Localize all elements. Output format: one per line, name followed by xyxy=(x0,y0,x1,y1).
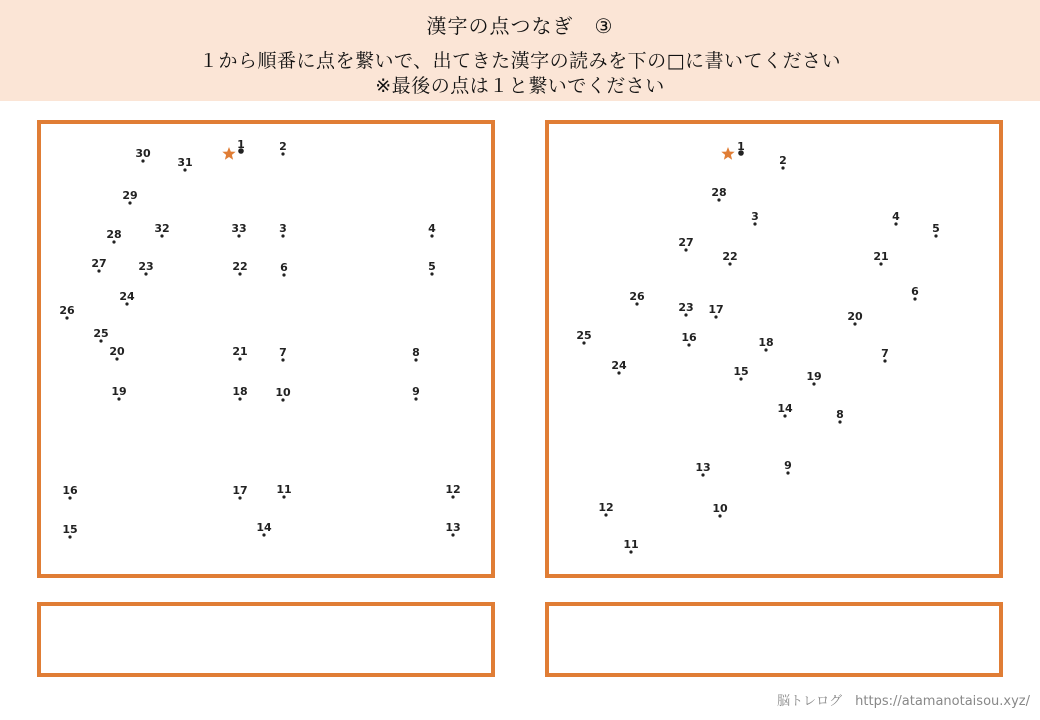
dot-number-label: 8 xyxy=(836,408,844,421)
dot-number-label: 1 xyxy=(737,140,745,153)
puzzle-dot-right-15 xyxy=(733,365,748,381)
puzzle-dot-right-18 xyxy=(758,336,773,352)
puzzle-dot-right-21 xyxy=(873,250,888,266)
dot-number-label: 18 xyxy=(758,336,774,349)
dot-number-label: 1 xyxy=(237,138,245,151)
dot-number-label: 19 xyxy=(806,370,822,383)
puzzle-dot-right-16 xyxy=(681,331,697,347)
puzzle-dot-right-19 xyxy=(806,370,821,386)
dot-number-label: 22 xyxy=(722,250,738,263)
dot-number-label: 27 xyxy=(91,257,107,270)
puzzle-dot-left-29 xyxy=(122,189,137,205)
puzzle-dot-left-18 xyxy=(232,385,247,401)
puzzle-dot-left-13 xyxy=(445,521,460,537)
dot-number-label: 33 xyxy=(231,222,247,235)
puzzle-dot-left-31 xyxy=(177,156,192,172)
dot-number-label: 28 xyxy=(106,228,122,241)
puzzle-dot-left-4 xyxy=(428,222,436,238)
dot-number-label: 13 xyxy=(445,521,461,534)
puzzle-dot-right-2 xyxy=(779,154,787,170)
dot-number-label: 28 xyxy=(711,186,727,199)
puzzle-dot-right-26 xyxy=(629,290,645,306)
dot-puzzle-right xyxy=(549,124,999,574)
puzzle-dot-right-5 xyxy=(932,222,940,238)
dot-number-label: 26 xyxy=(629,290,645,303)
puzzle-dot-left-26 xyxy=(59,304,75,320)
dot-number-label: 14 xyxy=(777,402,793,415)
dot-number-label: 4 xyxy=(892,210,900,223)
dot-number-label: 2 xyxy=(779,154,787,167)
puzzle-panel-left xyxy=(37,120,495,578)
dot-number-label: 20 xyxy=(847,310,863,323)
puzzle-dot-left-32 xyxy=(154,222,169,238)
puzzle-dot-left-25 xyxy=(93,327,108,343)
answer-box-right[interactable] xyxy=(545,602,1003,677)
dot-number-label: 32 xyxy=(154,222,170,235)
puzzle-dot-right-28 xyxy=(711,186,726,202)
puzzle-dot-right-13 xyxy=(695,461,710,477)
puzzle-dot-left-10 xyxy=(275,386,291,402)
dot-number-label: 9 xyxy=(784,459,792,472)
dot-number-label: 21 xyxy=(873,250,889,263)
puzzle-dot-right-24 xyxy=(611,359,627,375)
dot-puzzle-left xyxy=(41,124,491,574)
puzzle-dot-left-9 xyxy=(412,385,420,401)
puzzle-dot-right-8 xyxy=(836,408,844,424)
puzzle-dot-right-23 xyxy=(678,301,693,317)
puzzle-dot-left-27 xyxy=(91,257,106,273)
footer-credit: 脳トレログ https://atamanotaisou.xyz/ xyxy=(777,694,1030,709)
puzzle-dot-left-5 xyxy=(428,260,436,276)
dot-number-label: 9 xyxy=(412,385,420,398)
dot-number-label: 26 xyxy=(59,304,75,317)
dot-number-label: 5 xyxy=(932,222,940,235)
dot-number-label: 31 xyxy=(177,156,193,169)
dot-number-label: 7 xyxy=(881,347,889,360)
dot-number-label: 22 xyxy=(232,260,248,273)
puzzle-dot-right-17 xyxy=(708,303,723,319)
puzzle-dot-left-33 xyxy=(231,222,246,238)
dot-number-label: 19 xyxy=(111,385,127,398)
dot-number-label: 5 xyxy=(428,260,436,273)
puzzle-dot-left-3 xyxy=(279,222,287,238)
dot-number-label: 17 xyxy=(232,484,248,497)
puzzle-dot-right-27 xyxy=(678,236,693,252)
dot-number-label: 13 xyxy=(695,461,711,474)
puzzle-dot-left-17 xyxy=(232,484,247,500)
dot-number-label: 14 xyxy=(256,521,272,534)
dot-number-label: 27 xyxy=(678,236,694,249)
dot-number-label: 23 xyxy=(138,260,154,273)
puzzle-dot-left-11 xyxy=(276,483,291,499)
dot-number-label: 12 xyxy=(445,483,461,496)
dot-number-label: 18 xyxy=(232,385,248,398)
dot-number-label: 15 xyxy=(62,523,78,536)
dot-number-label: 10 xyxy=(275,386,291,399)
puzzle-dot-left-23 xyxy=(138,260,153,276)
instruction-line-2: ※最後の点は１と繋いでください xyxy=(375,75,665,97)
puzzle-dot-left-22 xyxy=(232,260,247,276)
puzzle-dot-right-25 xyxy=(576,329,591,345)
dot-number-label: 17 xyxy=(708,303,724,316)
dot-number-label: 7 xyxy=(279,346,287,359)
dot-number-label: 16 xyxy=(681,331,697,344)
puzzle-dot-right-11 xyxy=(623,538,638,554)
dot-number-label: 2 xyxy=(279,140,287,153)
puzzle-dot-right-20 xyxy=(847,310,863,326)
dot-number-label: 23 xyxy=(678,301,694,314)
puzzle-dot-left-6 xyxy=(280,261,288,277)
dot-number-label: 25 xyxy=(93,327,109,340)
dot-number-label: 10 xyxy=(712,502,728,515)
star-icon xyxy=(721,147,734,160)
puzzle-dot-right-14 xyxy=(777,402,793,418)
dot-number-label: 24 xyxy=(611,359,627,372)
puzzle-dot-left-28 xyxy=(106,228,121,244)
dot-number-label: 16 xyxy=(62,484,78,497)
puzzle-dot-right-22 xyxy=(722,250,737,266)
puzzle-dot-right-4 xyxy=(892,210,900,226)
puzzle-dot-right-6 xyxy=(911,285,919,301)
dot-number-label: 24 xyxy=(119,290,135,303)
puzzle-dot-left-1 xyxy=(237,138,245,154)
puzzle-dot-right-12 xyxy=(598,501,613,517)
puzzle-dot-right-3 xyxy=(751,210,759,226)
puzzle-dot-left-14 xyxy=(256,521,272,537)
dot-number-label: 20 xyxy=(109,345,125,358)
puzzle-panel-right xyxy=(545,120,1003,578)
header-banner xyxy=(0,0,1040,101)
puzzle-dot-left-2 xyxy=(279,140,287,156)
puzzle-dot-left-16 xyxy=(62,484,78,500)
puzzle-dot-left-30 xyxy=(135,147,151,163)
dot-number-label: 6 xyxy=(280,261,288,274)
puzzle-dot-right-10 xyxy=(712,502,728,518)
puzzle-dot-left-15 xyxy=(62,523,77,539)
page-title: 漢字の点つなぎ ③ xyxy=(426,14,614,38)
dot-number-label: 25 xyxy=(576,329,592,342)
dot-number-label: 6 xyxy=(911,285,919,298)
dot-number-label: 11 xyxy=(623,538,639,551)
puzzle-dot-left-21 xyxy=(232,345,247,361)
puzzle-dot-left-20 xyxy=(109,345,125,361)
dot-number-label: 29 xyxy=(122,189,138,202)
dot-number-label: 12 xyxy=(598,501,614,514)
puzzle-dot-left-24 xyxy=(119,290,135,306)
puzzle-dot-left-12 xyxy=(445,483,460,499)
dot-number-label: 30 xyxy=(135,147,151,160)
dot-number-label: 8 xyxy=(412,346,420,359)
dot-number-label: 21 xyxy=(232,345,248,358)
puzzle-dot-right-7 xyxy=(881,347,889,363)
puzzle-dot-right-1 xyxy=(737,140,745,156)
dot-number-label: 4 xyxy=(428,222,436,235)
star-icon xyxy=(222,147,235,160)
puzzle-dot-left-19 xyxy=(111,385,126,401)
dot-number-label: 3 xyxy=(279,222,287,235)
dot-number-label: 11 xyxy=(276,483,292,496)
answer-box-left[interactable] xyxy=(37,602,495,677)
dot-number-label: 15 xyxy=(733,365,749,378)
puzzle-dot-left-7 xyxy=(279,346,287,362)
puzzle-dot-right-9 xyxy=(784,459,792,475)
puzzle-dot-left-8 xyxy=(412,346,420,362)
dot-number-label: 3 xyxy=(751,210,759,223)
instruction-line-1: １から順番に点を繋いで、出てきた漢字の読みを下の□に書いてください xyxy=(198,50,842,72)
